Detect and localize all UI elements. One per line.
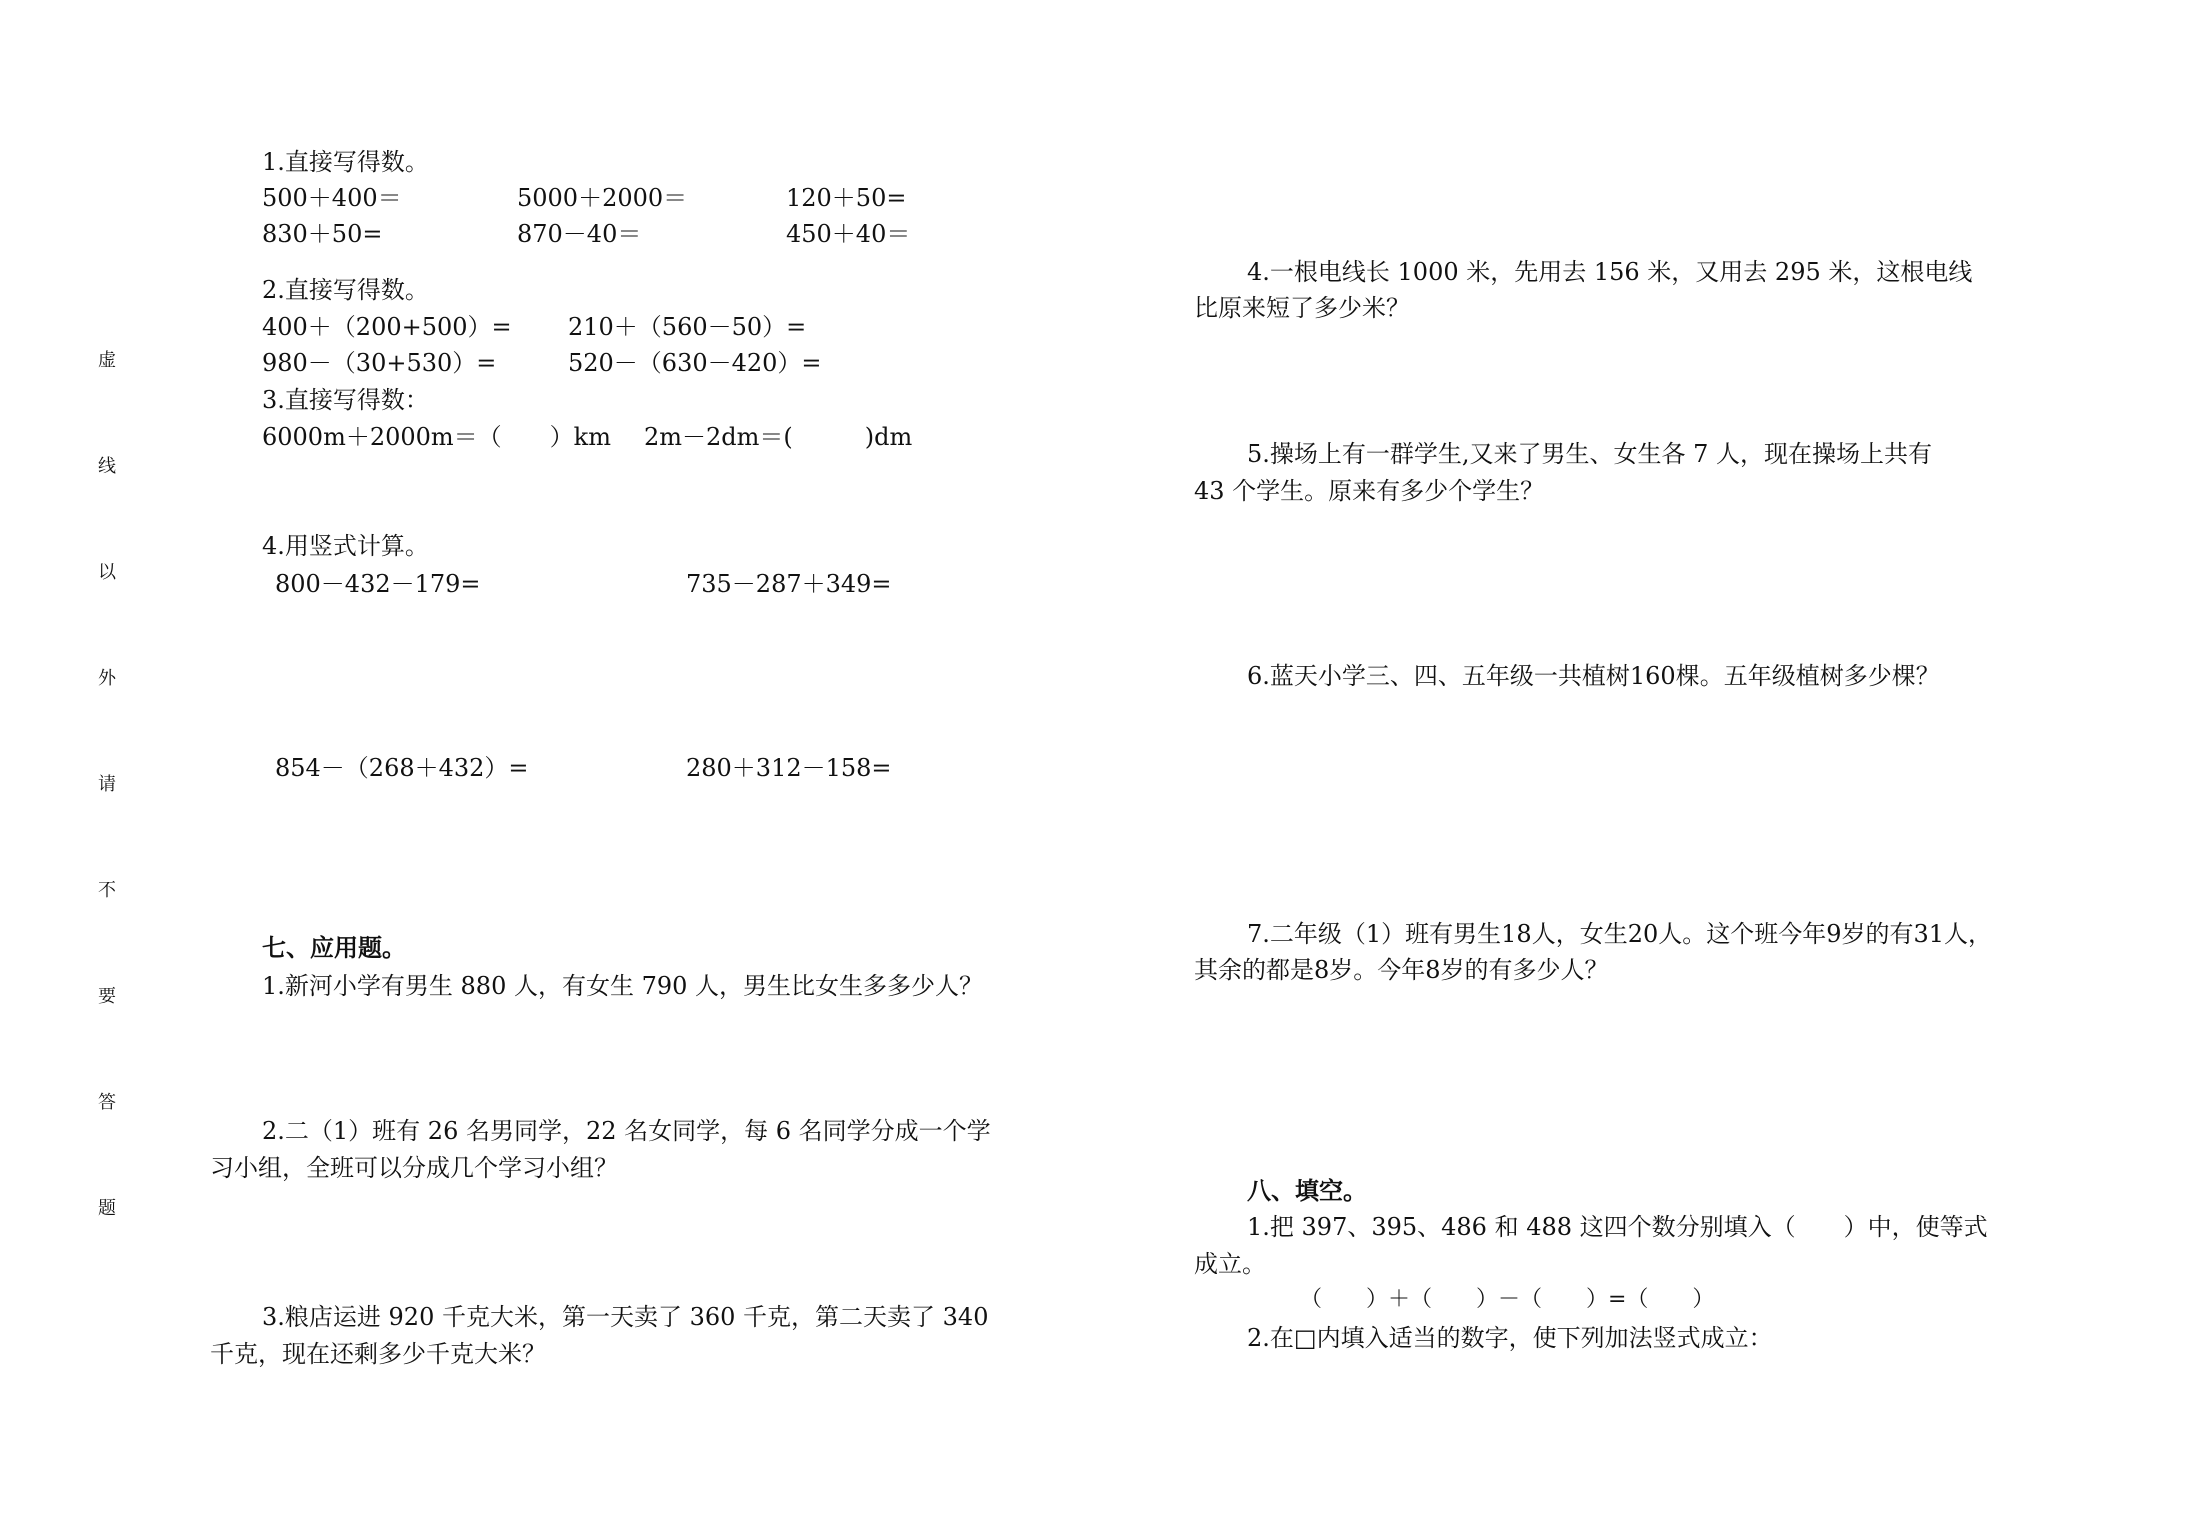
margin-char: 请 bbox=[98, 774, 116, 795]
q2-title: 2.直接写得数。 bbox=[262, 276, 429, 304]
q1-title: 1.直接写得数。 bbox=[262, 148, 429, 176]
problem-4-line2: 比原来短了多少米？ bbox=[1194, 294, 1410, 322]
problem-7-line1: 7.二年级（1）班有男生18人，女生20人。这个班今年9岁的有31人， bbox=[1247, 920, 1993, 948]
margin-char: 不 bbox=[98, 880, 116, 901]
q3-item: 6000m＋2000m＝（ ）km bbox=[262, 423, 611, 451]
problem-4-line1: 4.一根电线长 1000 米，先用去 156 米，又用去 295 米，这根电线 bbox=[1247, 258, 1973, 286]
margin-char: 题 bbox=[98, 1198, 116, 1219]
q2-item: 980－（30+530）= bbox=[262, 349, 497, 377]
margin-char: 答 bbox=[98, 1092, 116, 1113]
section-heading: 八、填空。 bbox=[1247, 1177, 1367, 1205]
q1-item: 5000＋2000＝ bbox=[517, 184, 688, 212]
q3-item: 2m－2dm＝( )dm bbox=[644, 423, 913, 451]
problem-2-line2: 习小组，全班可以分成几个学习小组？ bbox=[210, 1154, 618, 1182]
fill-1-line2: 成立。 bbox=[1194, 1250, 1266, 1278]
problem-5-line1: 5.操场上有一群学生,又来了男生、女生各 7 人，现在操场上共有 bbox=[1247, 440, 1933, 468]
problem-5-line2: 43 个学生。原来有多少个学生？ bbox=[1194, 477, 1545, 505]
q1-item: 450＋40＝ bbox=[786, 220, 911, 248]
problem-7-line2: 其余的都是8岁。今年8岁的有多少人？ bbox=[1194, 956, 1609, 984]
problem-3-line2: 千克，现在还剩多少千克大米？ bbox=[210, 1340, 546, 1368]
q4-item: 280＋312－158= bbox=[686, 754, 892, 782]
fill-equation: （ ）＋（ ）－（ ）=（ ） bbox=[1300, 1287, 1715, 1312]
q4-item: 735－287＋349= bbox=[686, 570, 892, 598]
q4-title: 4.用竖式计算。 bbox=[262, 532, 429, 560]
margin-char: 外 bbox=[98, 668, 116, 689]
q4-item: 800－432－179= bbox=[275, 570, 481, 598]
margin-char: 线 bbox=[98, 456, 116, 477]
problem-2-line1: 2.二（1）班有 26 名男同学，22 名女同学，每 6 名同学分成一个学 bbox=[262, 1117, 991, 1145]
problem-6: 6.蓝天小学三、四、五年级一共植树160棵。五年级植树多少棵？ bbox=[1247, 662, 1940, 690]
q1-item: 500＋400＝ bbox=[262, 184, 402, 212]
fill-1-line1: 1.把 397、395、486 和 488 这四个数分别填入（ ）中，使等式 bbox=[1247, 1213, 1988, 1241]
q1-item: 870－40＝ bbox=[517, 220, 642, 248]
margin-char: 虚 bbox=[98, 350, 116, 371]
q4-item: 854－（268＋432）= bbox=[275, 754, 529, 782]
q1-item: 830＋50= bbox=[262, 220, 383, 248]
problem-3-line1: 3.粮店运进 920 千克大米，第一天卖了 360 千克，第二天卖了 340 bbox=[262, 1303, 989, 1331]
margin-char: 以 bbox=[98, 562, 116, 583]
fill-2: 2.在□内填入适当的数字，使下列加法竖式成立： bbox=[1247, 1324, 1773, 1352]
q1-item: 120＋50= bbox=[786, 184, 907, 212]
q2-item: 520－（630－420）= bbox=[568, 349, 822, 377]
problem-1: 1.新河小学有男生 880 人，有女生 790 人，男生比女生多多少人？ bbox=[262, 972, 984, 1000]
q2-item: 400＋（200+500）= bbox=[262, 313, 512, 341]
margin-char: 要 bbox=[98, 986, 116, 1007]
q3-title: 3.直接写得数： bbox=[262, 386, 429, 414]
section-heading: 七、应用题。 bbox=[262, 934, 406, 962]
q2-item: 210＋（560－50）= bbox=[568, 313, 807, 341]
